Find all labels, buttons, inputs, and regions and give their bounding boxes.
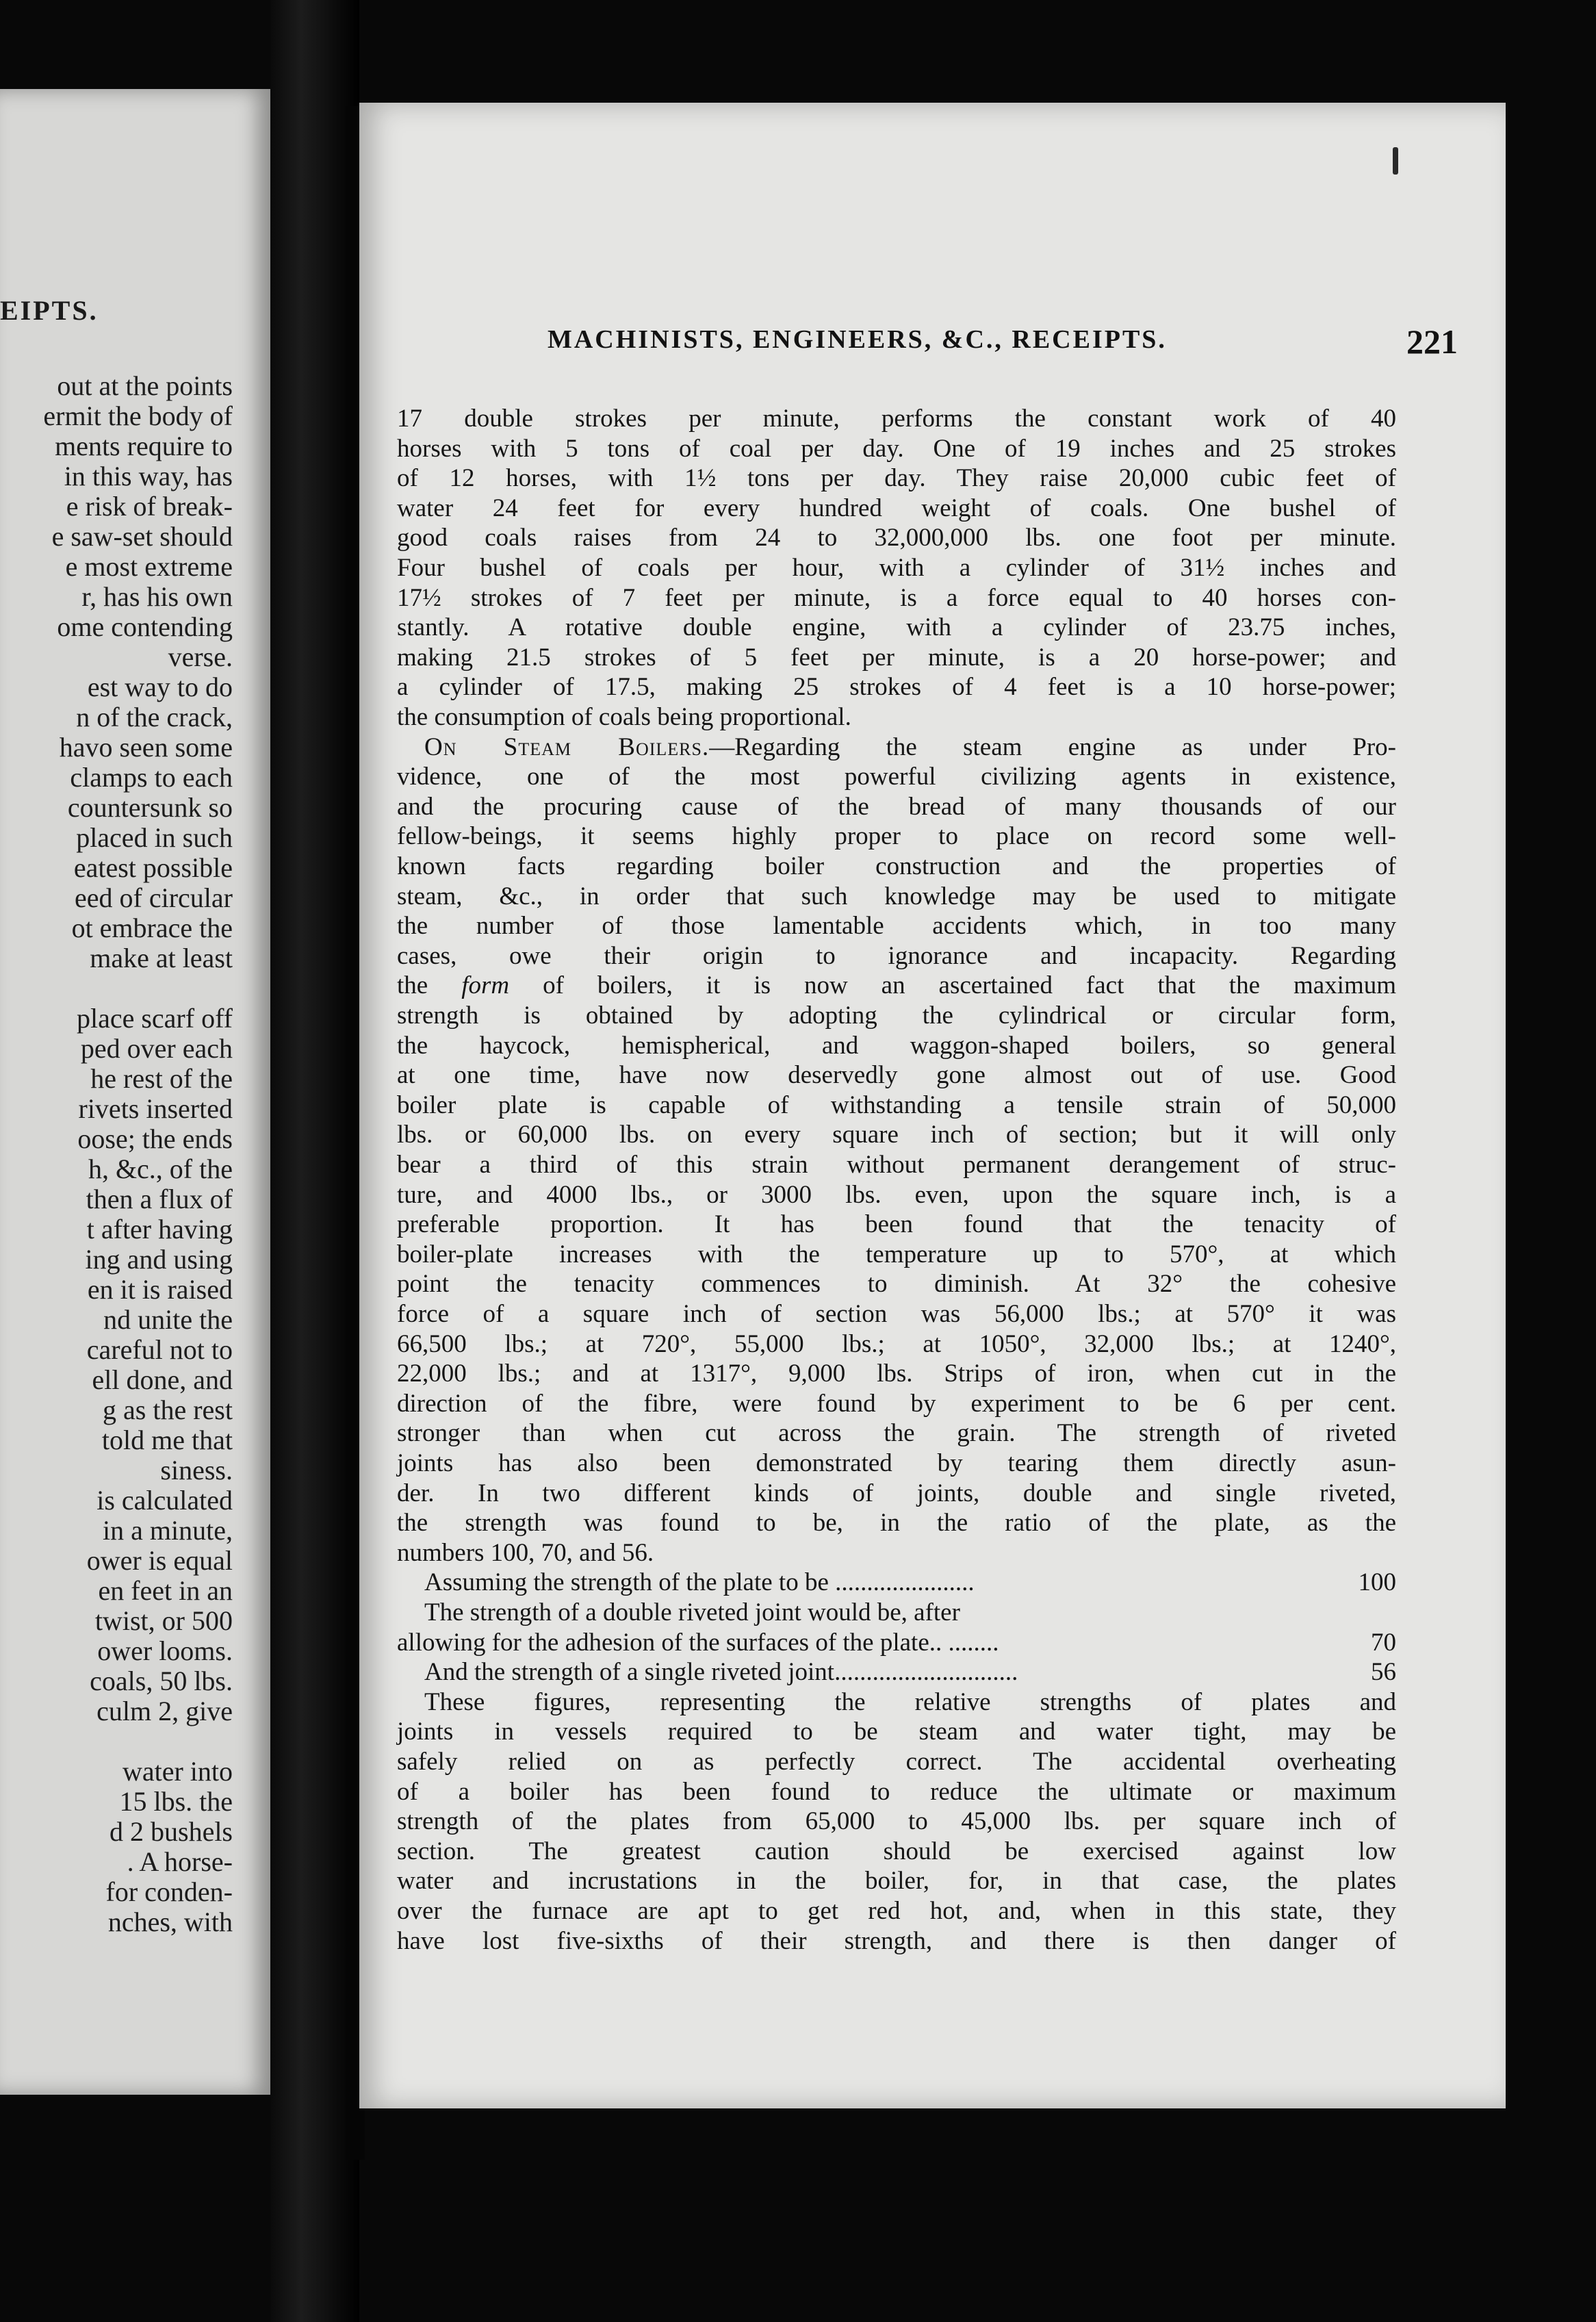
previous-page-line: in a minute, xyxy=(103,1515,233,1546)
text-line: the number of those lamentable accidents which, in too many xyxy=(397,912,1396,941)
text-line: These figures, representing the relative strengths of plates and xyxy=(424,1687,1396,1716)
previous-page-line: eatest possible xyxy=(73,852,233,883)
previous-page-line: e most extreme xyxy=(65,551,233,582)
previous-page-line: clamps to each xyxy=(70,762,233,793)
running-head xyxy=(548,322,1458,363)
previous-page-line: eed of circular xyxy=(75,882,233,913)
previous-page-line: ell done, and xyxy=(92,1364,233,1395)
text-line: fellow-beings, it seems highly proper to place on record some well- xyxy=(397,822,1396,851)
text-line: the consumption of coals being proportional. xyxy=(397,703,851,731)
form-line-pre: the xyxy=(397,971,462,1000)
previous-page-line: r, has his own xyxy=(81,581,233,612)
text-line: der. In two different kinds of joints, double and single riveted, xyxy=(397,1479,1396,1507)
text-line: boiler-plate increases with the temperature up to 570°, at which xyxy=(397,1240,1396,1268)
previous-page-line: ermit the body of xyxy=(43,400,233,431)
text-line: the haycock, hemispherical, and waggon-shaped boilers, so general xyxy=(397,1031,1396,1060)
text-line: making 21.5 strokes of 5 feet per minute, is a 20 horse-power; and xyxy=(397,643,1396,672)
previous-page-line: water into xyxy=(122,1756,233,1787)
form-line-post: of boilers, it is now an ascertained fact that the maximum xyxy=(509,971,1397,1000)
previous-page-line: culm 2, give xyxy=(96,1696,233,1726)
text-line: safely relied on as perfectly correct. The accidental overheating xyxy=(397,1748,1396,1776)
paragraph-steam-boilers-form-line xyxy=(397,971,1396,1001)
previous-page-line: oose; the ends xyxy=(77,1123,233,1154)
previous-page-line: he rest of the xyxy=(90,1063,233,1094)
text-line: vidence, one of the most powerful civilizing agents in existence, xyxy=(397,763,1396,791)
text-line: joints in vessels required to be steam and water tight, may be xyxy=(397,1718,1396,1746)
previous-page-line: make at least xyxy=(90,943,233,973)
text-line: have lost five-sixths of their strength, and there is then danger of xyxy=(397,1926,1396,1955)
previous-page-line: for conden- xyxy=(105,1876,233,1907)
text-line: the strength was found to be, in the ratio of the plate, as the xyxy=(397,1509,1396,1538)
text-line: ture, and 4000 lbs., or 3000 lbs. even, upon the square inch, is a xyxy=(397,1180,1396,1209)
text-line: joints has also been demonstrated by tearing them directly asun- xyxy=(397,1449,1396,1477)
text-line: force of a square inch of section was 56,000 lbs.; at 570° it was xyxy=(397,1300,1396,1328)
page-number: 221 xyxy=(1406,322,1458,361)
previous-page-fragment xyxy=(0,89,270,2095)
previous-page-line: is calculated xyxy=(96,1485,233,1516)
previous-page-line: d 2 bushels xyxy=(110,1816,233,1847)
previous-page-line: countersunk so xyxy=(67,792,233,823)
previous-page-line: e risk of break- xyxy=(66,491,233,522)
text-line: stantly. A rotative double engine, with a cylinder of 23.75 inches, xyxy=(397,613,1396,642)
text-line: known facts regarding boiler construction and the properties of xyxy=(397,852,1396,880)
table-row-label: And the strength of a single riveted joint............................. xyxy=(424,1658,1018,1687)
table-row-label: Assuming the strength of the plate to be ...................... xyxy=(424,1568,975,1597)
previous-page-line: est way to do xyxy=(87,672,233,702)
scan-blemish xyxy=(1393,147,1398,175)
section-heading-continuation: —Regarding the steam engine as under Pro- xyxy=(709,732,1396,761)
text-line: of 12 horses, with 1½ tons per day. They raise 20,000 cubic feet of xyxy=(397,464,1396,493)
table-row-value: 56 xyxy=(1371,1658,1396,1687)
text-line: at one time, have now deservedly gone almost out of use. Good xyxy=(397,1061,1396,1090)
text-line: 17 double strokes per minute, performs the constant work of 40 xyxy=(397,405,1396,433)
text-line: direction of the fibre, were found by experiment to be 6 per cent. xyxy=(397,1389,1396,1418)
text-line: horses with 5 tons of coal per day. One of 19 inches and 25 strokes xyxy=(397,434,1396,463)
previous-page-line: then a flux of xyxy=(86,1184,233,1214)
text-line: preferable proportion. It has been found that the tenacity of xyxy=(397,1210,1396,1239)
text-line: over the furnace are apt to get red hot, and, when in this state, they xyxy=(397,1897,1396,1925)
form-word: form xyxy=(461,971,510,1000)
paragraph-steam-boilers-first-line xyxy=(397,732,1396,763)
previous-page-line: n of the crack, xyxy=(76,702,233,732)
previous-page-line: verse. xyxy=(168,641,233,672)
text-line: 22,000 lbs.; and at 1317°, 9,000 lbs. Strips of iron, when cut in the xyxy=(397,1360,1396,1388)
text-line: cases, owe their origin to ignorance and incapacity. Regarding xyxy=(397,941,1396,970)
text-line: water 24 feet for every hundred weight of coals. One bushel of xyxy=(397,494,1396,522)
page-221 xyxy=(359,103,1506,2108)
table-row-value: 100 xyxy=(1358,1568,1396,1597)
previous-page-line: . A horse- xyxy=(127,1846,233,1877)
previous-page-line: t after having xyxy=(86,1214,233,1245)
previous-page-line: ower looms. xyxy=(97,1635,233,1666)
text-line: 66,500 lbs.; at 720°, 55,000 lbs.; at 1050°, 32,000 lbs.; at 1240°, xyxy=(397,1329,1396,1358)
previous-page-line: 15 lbs. the xyxy=(119,1786,233,1817)
previous-page-line: ot embrace the xyxy=(71,913,233,943)
section-heading-steam-boilers: On Steam Boilers. xyxy=(424,732,710,761)
text-line: and the procuring cause of the bread of many thousands of our xyxy=(397,792,1396,821)
previous-page-line: place scarf off xyxy=(76,1003,233,1034)
previous-page-line: en feet in an xyxy=(98,1575,233,1606)
text-line: section. The greatest caution should be exercised against low xyxy=(397,1837,1396,1865)
previous-page-line: ing and using xyxy=(85,1244,233,1275)
previous-page-line: en it is raised xyxy=(87,1274,233,1305)
text-line: 17½ strokes of 7 feet per minute, is a force equal to 40 horses con- xyxy=(397,583,1396,612)
text-line: a cylinder of 17.5, making 25 strokes of 4 feet is a 10 horse-power; xyxy=(397,673,1396,702)
previous-page-line: nches, with xyxy=(107,1906,233,1937)
text-line: point the tenacity commences to diminish. At 32° the cohesive xyxy=(397,1270,1396,1299)
table-row-label: allowing for the adhesion of the surfaces of the plate.. ........ xyxy=(397,1628,999,1657)
text-line: good coals raises from 24 to 32,000,000 lbs. one foot per minute. xyxy=(397,524,1396,552)
text-line: bear a third of this strain without permanent derangement of struc- xyxy=(397,1151,1396,1179)
text-line: Four bushel of coals per hour, with a cylinder of 31½ inches and xyxy=(397,554,1396,582)
table-row-label: The strength of a double riveted joint would be, after xyxy=(424,1598,960,1626)
previous-page-line: ped over each xyxy=(80,1033,233,1064)
previous-page-line: rivets inserted xyxy=(78,1093,233,1124)
previous-page-line: in this way, has xyxy=(64,461,233,492)
text-line: boiler plate is capable of withstanding a tensile strain of 50,000 xyxy=(397,1090,1396,1119)
previous-page-line: placed in such xyxy=(76,822,233,853)
previous-page-line: g as the rest xyxy=(103,1394,233,1425)
text-line: numbers 100, 70, and 56. xyxy=(397,1538,654,1567)
previous-page-line: e saw-set should xyxy=(51,521,233,552)
previous-page-line: twist, or 500 xyxy=(94,1605,233,1636)
text-line: lbs. or 60,000 lbs. on every square inch of section; but it will only xyxy=(397,1121,1396,1149)
previous-page-line: ower is equal xyxy=(86,1545,233,1576)
previous-page-line: out at the points xyxy=(57,370,233,401)
previous-page-line: nd unite the xyxy=(103,1304,233,1335)
previous-page-running-head: EIPTS. xyxy=(0,295,99,326)
running-head-title: MACHINISTS, ENGINEERS, &C., RECEIPTS. xyxy=(548,325,1167,354)
text-line: stronger than when cut across the grain. The strength of riveted xyxy=(397,1419,1396,1448)
text-line: steam, &c., in order that such knowledge may be used to mitigate xyxy=(397,882,1396,910)
previous-page-line: ments require to xyxy=(55,431,233,461)
text-line: strength of the plates from 65,000 to 45,000 lbs. per square inch of xyxy=(397,1807,1396,1836)
previous-page-line: careful not to xyxy=(86,1334,233,1365)
previous-page-line: siness. xyxy=(160,1455,233,1485)
previous-page-line: havo seen some xyxy=(59,732,233,763)
previous-page-line: told me that xyxy=(101,1425,233,1455)
text-line: of a boiler has been found to reduce the ultimate or maximum xyxy=(397,1777,1396,1806)
previous-page-line: ome contending xyxy=(57,611,233,642)
table-row-value: 70 xyxy=(1371,1628,1396,1657)
previous-page-line: h, &c., of the xyxy=(88,1153,233,1184)
text-line: water and incrustations in the boiler, for, in that case, the plates xyxy=(397,1867,1396,1896)
text-line: strength is obtained by adopting the cylindrical or circular form, xyxy=(397,1001,1396,1030)
previous-page-line: coals, 50 lbs. xyxy=(90,1666,233,1696)
